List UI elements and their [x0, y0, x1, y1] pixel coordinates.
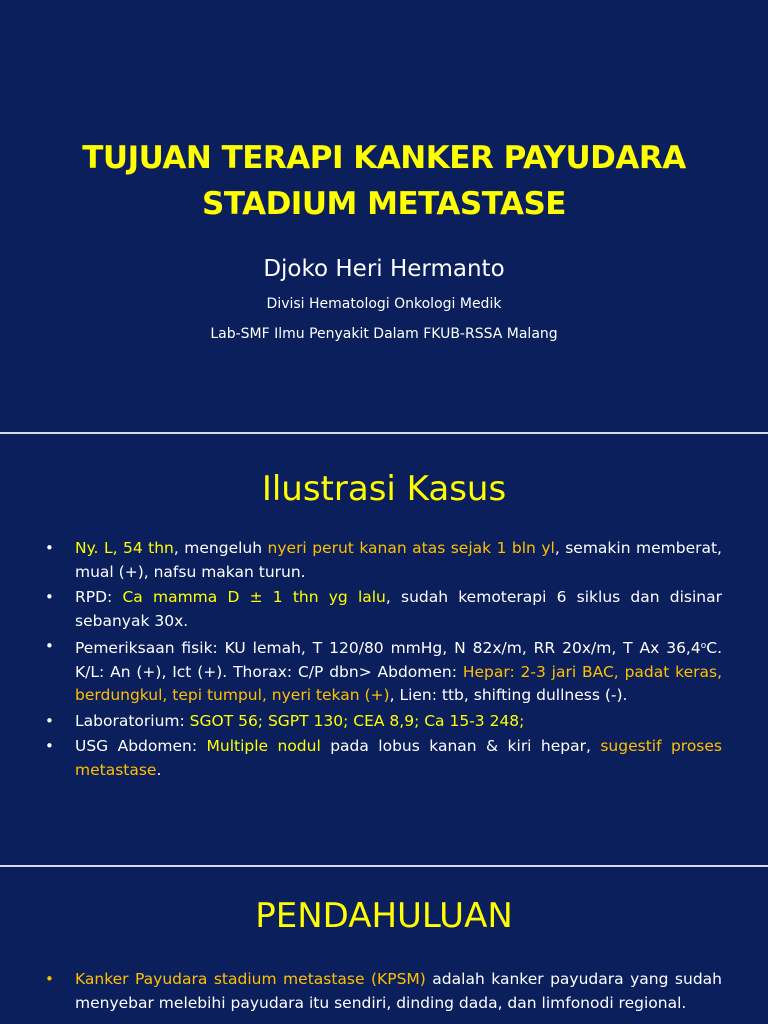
bullet-item [0, 586, 768, 633]
bullet-text: . [156, 760, 162, 779]
slide-case-illustration [0, 434, 768, 865]
bullet-text: RPD: [75, 588, 123, 606]
bullet-text: Ny. L, 54 thn [75, 539, 174, 557]
bullet-text: Multiple nodul [206, 737, 321, 755]
bullet-item [0, 735, 768, 782]
title-line-1: TUJUAN TERAPI KANKER PAYUDARA [82, 140, 686, 176]
bullet-text: nyeri perut kanan atas sejak 1 bln yl [267, 539, 555, 557]
bullet-item [0, 968, 768, 1015]
presentation-title [20, 135, 748, 227]
bullet-text: Hepar: 2-3 jari BAC, padat keras, berdungkul, tepi tumpul, nyeri tekan (+) [75, 662, 722, 704]
bullet-text: USG Abdomen: [75, 737, 207, 755]
title-line-2: STADIUM METASTASE [202, 186, 566, 222]
bullet-text: o [700, 641, 707, 651]
bullet-text: , mengeluh [173, 539, 268, 557]
bullet-item [0, 710, 768, 734]
slide-title-page [0, 0, 768, 432]
bullet-item [0, 635, 768, 708]
bullet-text: sugestif proses metastase [75, 737, 722, 779]
slide-title: Ilustrasi Kasus [261, 469, 507, 509]
bullet-text: , semakin memberat, mual (+), nafsu makan turun. [75, 539, 722, 581]
bullet-item [0, 537, 768, 584]
bullet-list [0, 968, 768, 1017]
bullet-text: , sudah kemoterapi 6 siklus dan disinar sebanyak 30x. [75, 588, 723, 630]
slide-title: PENDAHULUAN [255, 896, 513, 936]
bullet-text: SGOT 56; SGPT 130; CEA 8,9; Ca 15-3 248; [189, 711, 525, 730]
bullet-text: adalah kanker payudara yang sudah menyebar melebihi payudara itu sendiri, dinding dada, dan limfonodi regional. [75, 970, 722, 1012]
bullet-text: Laboratorium: [75, 711, 190, 730]
bullet-text: , Lien: ttb, shifting dullness (-). [389, 686, 628, 704]
affiliation-division: Divisi Hematologi Onkologi Medik [266, 296, 502, 312]
bullet-text: Kanker Payudara stadium metastase (KPSM) [75, 970, 426, 988]
bullet-list [0, 537, 768, 784]
bullet-text: Ca mamma D ± 1 thn yg lalu [122, 588, 386, 606]
bullet-text: C. K/L: An (+), Ict (+). Thorax: C/P dbn> Abdomen: [75, 639, 722, 681]
affiliation-lab: Lab-SMF Ilmu Penyakit Dalam FKUB-RSSA Malang [210, 326, 558, 342]
author-name: Djoko Heri Hermanto [263, 256, 505, 282]
bullet-text: pada lobus kanan & kiri hepar, [320, 737, 601, 755]
slide-introduction [0, 867, 768, 1024]
bullet-text: Pemeriksaan fisik: KU lemah, T 120/80 mmHg, N 82x/m, RR 20x/m, T Ax 36,4 [75, 639, 701, 657]
